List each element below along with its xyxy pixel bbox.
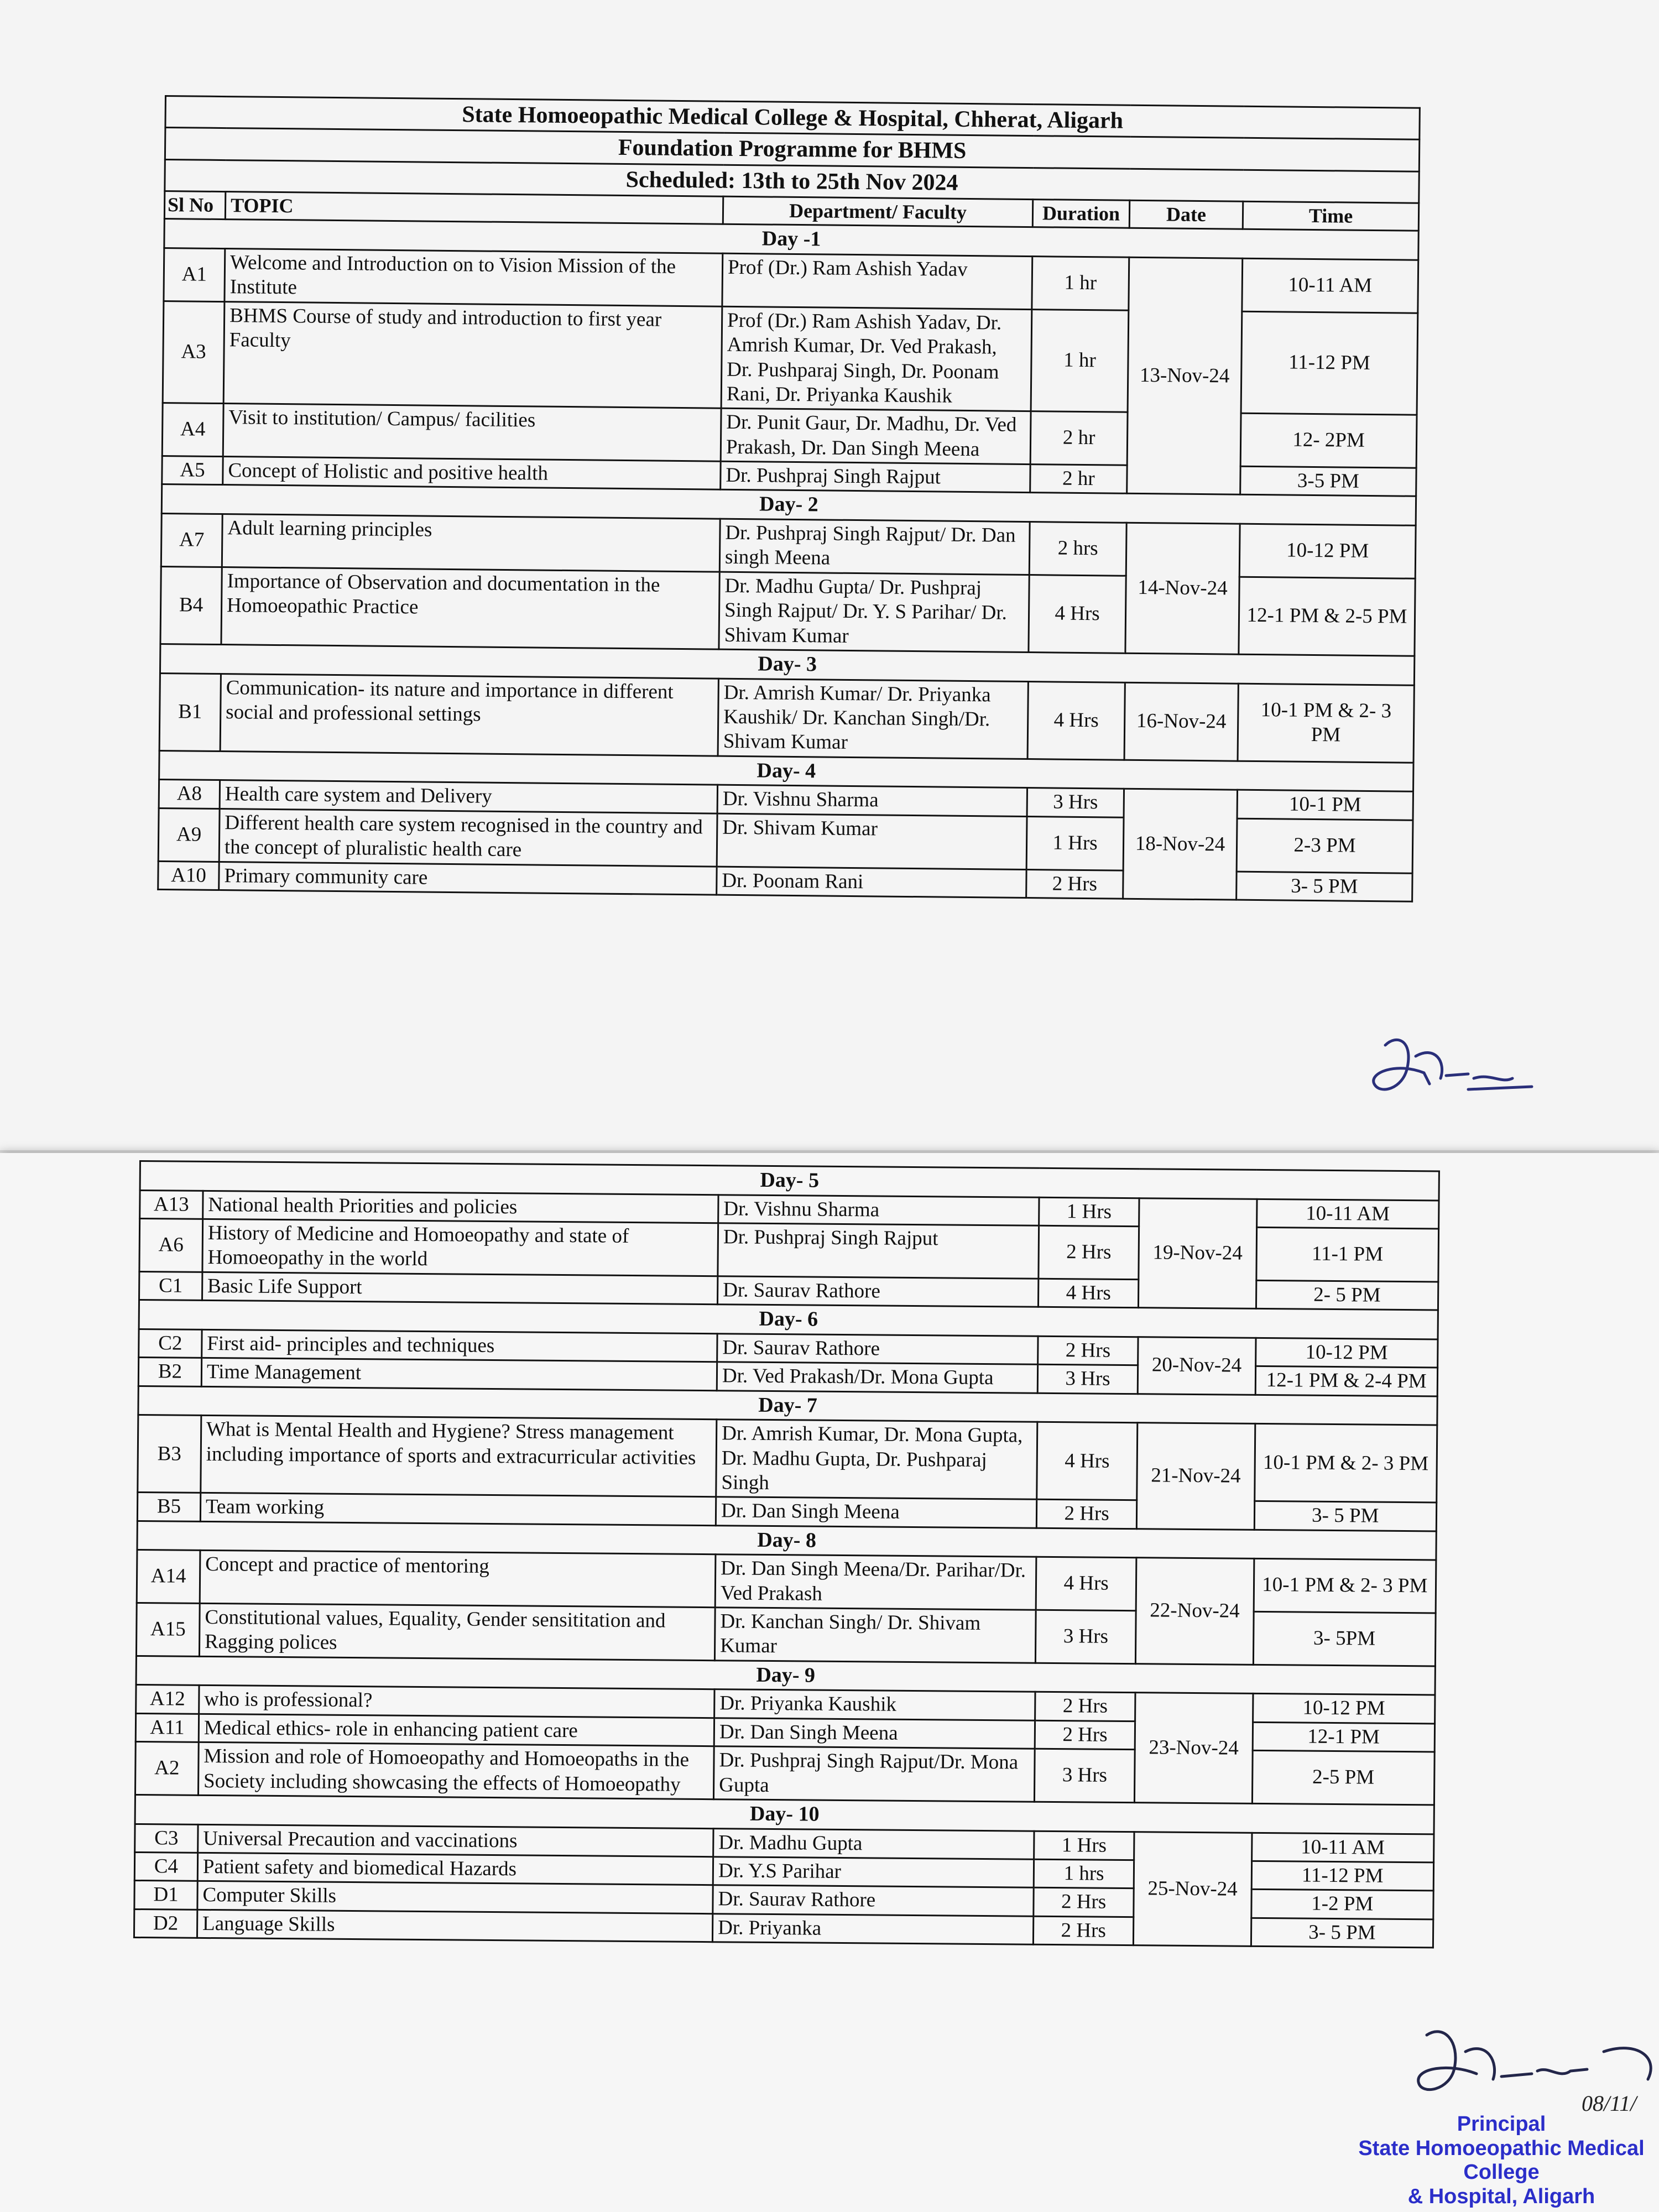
session-code: A3 bbox=[163, 301, 225, 404]
session-faculty: Dr. Madhu Gupta/ Dr. Pushpraj Singh Rajput/ Dr. Y. S Parihar/ Dr. Shivam Kumar bbox=[719, 572, 1029, 653]
session-code: C1 bbox=[139, 1271, 202, 1300]
session-date: 19-Nov-24 bbox=[1139, 1198, 1257, 1308]
session-time: 10-1 PM & 2- 3 PM bbox=[1254, 1559, 1436, 1613]
session-faculty: Prof (Dr.) Ram Ashish Yadav bbox=[722, 253, 1032, 309]
session-time: 1-2 PM bbox=[1251, 1890, 1433, 1919]
session-faculty: Dr. Priyanka Kaushik bbox=[714, 1689, 1035, 1720]
session-time: 12-1 PM bbox=[1253, 1722, 1435, 1752]
session-faculty: Dr. Dan Singh Meena bbox=[714, 1718, 1035, 1749]
session-date: 21-Nov-24 bbox=[1137, 1423, 1255, 1530]
session-time: 10-1 PM & 2- 3 PM bbox=[1238, 684, 1414, 763]
session-code: B2 bbox=[138, 1358, 201, 1386]
session-topic: Medical ethics- role in enhancing patient care bbox=[199, 1714, 714, 1746]
session-row bbox=[159, 673, 1414, 763]
session-duration: 4 Hrs bbox=[1036, 1557, 1136, 1611]
session-code: A12 bbox=[136, 1685, 199, 1714]
session-topic: Concept of Holistic and positive health bbox=[223, 457, 721, 490]
session-date: 13-Nov-24 bbox=[1127, 257, 1243, 494]
session-time: 3- 5PM bbox=[1253, 1611, 1436, 1666]
session-code: A11 bbox=[135, 1713, 199, 1742]
session-topic: National health Priorities and policies bbox=[203, 1191, 718, 1223]
session-time: 12-1 PM & 2-4 PM bbox=[1255, 1366, 1438, 1396]
session-faculty: Dr. Pushpraj Singh Rajput bbox=[718, 1223, 1039, 1279]
session-duration: 2 Hrs bbox=[1033, 1916, 1134, 1945]
session-duration: 4 Hrs bbox=[1027, 681, 1125, 760]
session-row bbox=[137, 1550, 1436, 1613]
signature-date: 08/11/ bbox=[1582, 2091, 1637, 2116]
session-duration: 2 Hrs bbox=[1035, 1692, 1136, 1721]
session-date: 22-Nov-24 bbox=[1136, 1558, 1254, 1665]
session-time: 11-12 PM bbox=[1241, 311, 1418, 415]
session-duration: 4 Hrs bbox=[1037, 1422, 1138, 1500]
session-topic: Primary community care bbox=[219, 862, 717, 895]
session-duration: 1 Hrs bbox=[1034, 1831, 1135, 1860]
session-faculty: Dr. Kanchan Singh/ Dr. Shivam Kumar bbox=[714, 1608, 1036, 1663]
session-code: B4 bbox=[160, 566, 222, 644]
session-code: A1 bbox=[164, 248, 225, 301]
session-time: 3- 5 PM bbox=[1251, 1918, 1433, 1948]
session-topic: Health care system and Delivery bbox=[220, 780, 717, 813]
session-duration: 2 Hrs bbox=[1036, 1500, 1137, 1529]
session-faculty: Dr. Y.S Parihar bbox=[713, 1857, 1034, 1888]
session-code: A6 bbox=[139, 1218, 203, 1272]
session-topic: Adult learning principles bbox=[222, 514, 720, 572]
doc-title-programme: Foundation Programme for BHMS bbox=[165, 128, 1419, 171]
session-time: 11-12 PM bbox=[1251, 1861, 1434, 1891]
schedule-table-part1 bbox=[157, 95, 1421, 902]
session-topic: Different health care system recognised in the country and the concept of pluralistic health care bbox=[219, 808, 717, 866]
session-faculty: Dr. Vishnu Sharma bbox=[717, 785, 1027, 817]
session-duration: 1 hr bbox=[1032, 257, 1129, 310]
col-header-duration: Duration bbox=[1032, 200, 1129, 228]
session-faculty: Dr. Ved Prakash/Dr. Mona Gupta bbox=[717, 1362, 1037, 1393]
session-duration: 1 hr bbox=[1031, 309, 1129, 412]
col-header-time: Time bbox=[1243, 201, 1418, 231]
session-code: C2 bbox=[139, 1329, 202, 1358]
session-time: 10-11 AM bbox=[1251, 1833, 1434, 1863]
session-code: A10 bbox=[158, 861, 219, 890]
session-topic: Mission and role of Homoeopathy and Homoeopaths in the Society including showcasing the effects of Homoeopathy bbox=[198, 1743, 714, 1799]
session-code: C4 bbox=[134, 1852, 197, 1881]
session-faculty: Dr. Amrish Kumar, Dr. Mona Gupta, Dr. Madhu Gupta, Dr. Pushparaj Singh bbox=[716, 1420, 1037, 1500]
session-faculty: Dr. Saurav Rathore bbox=[718, 1276, 1039, 1307]
session-time: 10-11 AM bbox=[1242, 258, 1418, 313]
session-date: 20-Nov-24 bbox=[1138, 1337, 1255, 1394]
stamp-title: Principal bbox=[1457, 2112, 1546, 2136]
day-label: Day -1 bbox=[164, 219, 1418, 260]
stamp-college: State Homoeopathic Medical College bbox=[1358, 2136, 1645, 2184]
session-faculty: Dr. Poonam Rani bbox=[717, 867, 1026, 898]
session-code: A15 bbox=[136, 1603, 200, 1657]
session-date: 18-Nov-24 bbox=[1123, 789, 1238, 900]
session-topic: First aid- principles and techniques bbox=[202, 1329, 717, 1362]
session-faculty: Dr. Shivam Kumar bbox=[717, 813, 1027, 869]
session-time: 10-11 AM bbox=[1256, 1199, 1439, 1229]
day-label: Day- 3 bbox=[160, 644, 1414, 685]
session-time: 2-3 PM bbox=[1237, 818, 1413, 873]
doc-title-college: State Homoeopathic Medical College & Hospital, Chherat, Aligarh bbox=[165, 96, 1420, 140]
session-code: B3 bbox=[138, 1415, 201, 1493]
session-faculty: Dr. Madhu Gupta bbox=[713, 1828, 1034, 1859]
session-duration: 1 Hrs bbox=[1026, 816, 1124, 870]
session-topic: Language Skills bbox=[197, 1910, 712, 1942]
session-faculty: Dr. Amrish Kumar/ Dr. Priyanka Kaushik/ Dr. Kanchan Singh/Dr. Shivam Kumar bbox=[718, 679, 1028, 759]
session-topic: Concept and practice of mentoring bbox=[200, 1551, 716, 1608]
session-date: 25-Nov-24 bbox=[1134, 1832, 1252, 1946]
day-label: Day- 10 bbox=[135, 1794, 1434, 1834]
session-time: 3- 5 PM bbox=[1254, 1501, 1437, 1531]
session-duration: 2 Hrs bbox=[1035, 1720, 1135, 1750]
session-topic: Patient safety and biomedical Hazards bbox=[197, 1853, 713, 1885]
session-code: D1 bbox=[134, 1881, 197, 1910]
session-code: B5 bbox=[137, 1493, 200, 1521]
session-topic: Constitutional values, Equality, Gender sensititation and Ragging polices bbox=[199, 1603, 715, 1660]
session-code: B1 bbox=[159, 673, 221, 751]
session-date: 16-Nov-24 bbox=[1124, 682, 1238, 761]
session-time: 3- 5 PM bbox=[1237, 872, 1412, 901]
session-duration: 3 Hrs bbox=[1035, 1610, 1136, 1663]
session-time: 10-12 PM bbox=[1239, 524, 1416, 578]
session-duration: 2 hr bbox=[1030, 411, 1128, 465]
session-topic: BHMS Course of study and introduction to first year Faculty bbox=[223, 301, 722, 408]
col-header-topic: TOPIC bbox=[225, 192, 723, 225]
session-topic: Team working bbox=[200, 1493, 716, 1526]
session-duration: 2 Hrs bbox=[1038, 1336, 1139, 1365]
session-topic: History of Medicine and Homoeopathy and state of Homoeopathy in the world bbox=[202, 1219, 718, 1276]
session-topic: Basic Life Support bbox=[202, 1272, 717, 1305]
day-label: Day- 8 bbox=[137, 1521, 1436, 1560]
session-faculty: Dr. Pushpraj Singh Rajput bbox=[721, 461, 1030, 493]
session-faculty: Dr. Priyanka bbox=[712, 1913, 1033, 1944]
session-faculty: Dr. Dan Singh Meena/Dr. Parihar/Dr. Ved Prakash bbox=[715, 1554, 1036, 1610]
doc-title-scheduled: Scheduled: 13th to 25th Nov 2024 bbox=[165, 159, 1419, 203]
session-faculty: Dr. Punit Gaur, Dr. Madhu, Dr. Ved Prakash, Dr. Dan Singh Meena bbox=[721, 408, 1031, 464]
session-duration: 3 Hrs bbox=[1034, 1749, 1135, 1802]
session-code: C3 bbox=[135, 1824, 198, 1853]
session-topic: Universal Precaution and vaccinations bbox=[198, 1824, 713, 1857]
session-code: A14 bbox=[137, 1550, 200, 1604]
day-label: Day- 6 bbox=[139, 1300, 1438, 1339]
session-date: 14-Nov-24 bbox=[1125, 523, 1240, 654]
session-time: 10-12 PM bbox=[1255, 1338, 1438, 1368]
day-label: Day- 2 bbox=[161, 484, 1416, 525]
session-faculty: Dr. Dan Singh Meena bbox=[716, 1497, 1036, 1528]
session-duration: 1 Hrs bbox=[1039, 1197, 1140, 1227]
session-code: A13 bbox=[140, 1190, 203, 1219]
schedule-table-part2 bbox=[133, 1160, 1440, 1949]
day-label: Day- 5 bbox=[140, 1161, 1439, 1201]
col-header-faculty: Department/ Faculty bbox=[723, 196, 1032, 227]
session-code: D2 bbox=[134, 1909, 197, 1938]
stamp-hospital: & Hospital, Aligarh bbox=[1407, 2185, 1595, 2209]
session-duration: 2 hrs bbox=[1029, 522, 1126, 576]
session-topic: who is professional? bbox=[199, 1686, 714, 1718]
session-duration: 4 Hrs bbox=[1029, 575, 1126, 653]
session-duration: 4 Hrs bbox=[1038, 1279, 1139, 1308]
session-duration: 3 Hrs bbox=[1027, 788, 1124, 817]
session-date: 23-Nov-24 bbox=[1135, 1693, 1253, 1803]
session-faculty: Dr. Saurav Rathore bbox=[717, 1333, 1038, 1364]
session-duration: 2 Hrs bbox=[1034, 1888, 1134, 1917]
session-faculty: Dr. Vishnu Sharma bbox=[718, 1194, 1039, 1225]
session-topic: What is Mental Health and Hygiene? Stress management including importance of sports and extracurricular activities bbox=[201, 1416, 717, 1497]
session-time: 2- 5 PM bbox=[1256, 1280, 1438, 1310]
session-topic: Visit to institution/ Campus/ facilities bbox=[223, 404, 721, 461]
session-time: 12-1 PM & 2-5 PM bbox=[1239, 577, 1415, 656]
day-label: Day- 4 bbox=[159, 750, 1413, 791]
session-time: 12- 2PM bbox=[1240, 414, 1417, 468]
session-topic: Communication- its nature and importance in different social and professional settings bbox=[220, 674, 718, 756]
session-duration: 2 Hrs bbox=[1039, 1225, 1139, 1279]
session-faculty: Dr. Saurav Rathore bbox=[713, 1885, 1034, 1916]
session-duration: 2 Hrs bbox=[1026, 869, 1123, 899]
session-duration: 2 hr bbox=[1030, 465, 1127, 494]
session-topic: Computer Skills bbox=[197, 1881, 713, 1914]
day-label: Day- 9 bbox=[136, 1656, 1435, 1695]
session-code: A2 bbox=[135, 1742, 199, 1796]
session-faculty: Dr. Pushpraj Singh Rajput/Dr. Mona Gupta bbox=[713, 1746, 1035, 1802]
day-label: Day- 7 bbox=[138, 1386, 1437, 1425]
session-faculty: Prof (Dr.) Ram Ashish Yadav, Dr. Amrish Kumar, Dr. Ved Prakash, Dr. Pushparaj Singh, Dr. Poonam Rani, Dr. Priyanka Kaushik bbox=[721, 306, 1032, 411]
col-header-date: Date bbox=[1129, 200, 1243, 229]
col-header-sl: Sl No bbox=[164, 191, 225, 220]
session-code: A5 bbox=[162, 456, 223, 485]
session-code: A7 bbox=[161, 514, 222, 567]
session-time: 3-5 PM bbox=[1240, 466, 1416, 496]
session-code: A9 bbox=[158, 808, 220, 862]
session-faculty: Dr. Pushpraj Singh Rajput/ Dr. Dan singh Meena bbox=[719, 519, 1030, 575]
signature-mark bbox=[1363, 1023, 1540, 1123]
session-time: 10-12 PM bbox=[1253, 1694, 1435, 1724]
session-duration: 1 hrs bbox=[1034, 1859, 1134, 1888]
session-time: 10-1 PM & 2- 3 PM bbox=[1254, 1423, 1437, 1503]
session-time: 10-1 PM bbox=[1237, 790, 1413, 820]
session-topic: Welcome and Introduction on to Vision Mission of the Institute bbox=[225, 249, 723, 306]
session-code: A4 bbox=[162, 403, 223, 457]
session-row bbox=[138, 1415, 1437, 1503]
session-time: 11-1 PM bbox=[1256, 1227, 1438, 1281]
session-duration: 3 Hrs bbox=[1037, 1364, 1138, 1394]
session-topic: Importance of Observation and documentation in the Homoeopathic Practice bbox=[221, 567, 719, 649]
session-time: 2-5 PM bbox=[1252, 1751, 1434, 1805]
principal-stamp bbox=[1344, 2112, 1659, 2209]
session-topic: Time Management bbox=[201, 1358, 717, 1391]
session-code: A8 bbox=[159, 780, 220, 808]
